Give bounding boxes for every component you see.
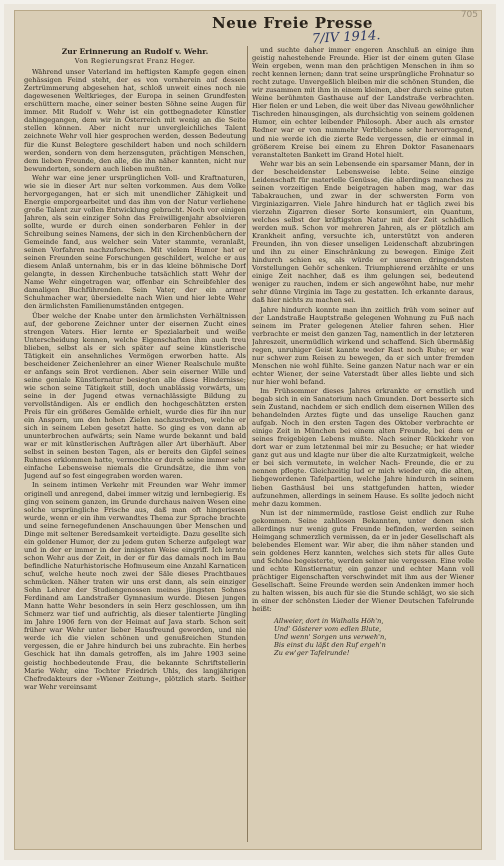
paragraph: Wehr war eine jener ursprünglichen Voll- und Kraftnaturen, wie sie in dieser Art nur selten vorkommen. Aus dem Volke hervorgegangen, hat er sich mit unendlicher Zähigkeit und Energie emporgearbeitet und das ihm von der Natur verliehene große Talent zur vollen Entwicklung gebracht. Noch vor einigen Jahren, als sein einziger Sohn das Freiwilligenjahr absolvieren sollte, wurde er durch einen sonderbaren Fehler in der Schreibung seines Namens, der sich in den Kirchenbüchern der Gemeinde fand, aus welcher sein Vater stammte, veranlaßt, seinen Vorfahren nachzuforschen. Mit vielem Humor hat er seinen Freunden seine Forschungen geschildert, welche er aus diesem Anlaß unternahm, bis er in das kleine böhmische Dorf gelangte, in dessen Kirchenbuche tatsächlich statt Wehr der Name Wehr eingetragen war, offenbar ein Schreibfehler des damaligen Buchführenden. Sein Vater, der ein armer Schuhmacher war, übersiedelte nach Wien und hier lebte Wehr den ärmlichsten Familienumständen entgegen.	[24, 173, 246, 311]
newspaper-title: Neue Freie Presse	[212, 14, 373, 32]
paragraph: und suchte daher immer engeren Anschluß an einige ihm geistig nahestehende Freunde. Hier ist der einem guten Glase Wein ergeben, wenn man den prächtigen Menschen in ihm so recht kennen lernen; dann trat seine ursprüngliche Frohnatur so recht zutage. Unvergeßlich bleiben mir die schönen Stunden, die wir zusammen mit ihm in einem kleinen, aber durch seine guten Weine berühmten Gasthause auf der Landstraße verbrachten. Hier fielen er und Leben, die weit über das Niveau gewöhnlicher Tischreden hinausgingen, als durchsichtig von seinem goldenen Humor, ein echter leibender Philosoph. Aber auch als ernster Redner war er von nummehr Verblichene sehr hervorragend, und nie werde ich die zierte Rede vergessen, die er einmal in größerem Kreise bei einem zu Ehren Doktor Fasanenaars veranstalteten Bankett im Grand Hotel hielt.	[252, 46, 474, 159]
article-headline: Zur Erinnerung an Rudolf v. Wehr.	[61, 47, 209, 56]
paragraph: Jahre hindurch konnte man ihn zeitlich früh vom seiner auf der Landstraße Hauptstraße gelegenen Wohnung zu Fuß nach seinem im Prater gelegenen Atelier fahren sehen. Hier verbrachte er meist den ganzen Tag, namentlich in der letzteren Jahreszeit, unermüdlich wirkend und schaffend. Sich übermäßig regen, unruhiger Geist kannte weder Rast noch Ruhe; er war nur schwer zum Reisen zu bewegen, da er sich unter fremden Menschen nie wohl fühlte. Seine ganzen Natur nach war er ein echter Wiener, der seine Vaterstadt über alles liebte und sich nur hier wohl befand.	[252, 305, 474, 386]
poem-line: Allweier, dort in Walhalls Höh'n,	[274, 617, 384, 626]
poem-line: Bis einst du läßt den Ruf ergeh'n	[274, 641, 386, 650]
paragraph: In seinem intimen Verkehr mit Freunden war Wehr immer originell und anregend, dabei immer witzig und lernbegierig. Es ging von seinem ganzen, im Grunde durchaus naiven Wesen eine solche ursprüngliche Frische aus, daß man oft hingerissen wurde, wenn er ein ihm verwandtes Thema zur Sprache brachte und seine fernegefundenen Anschauungen über Menschen und Dinge mit seltener Beredsamkeit verteidigte. Dazu gesellte sich ein goldener Humor, der zu jedem guten Scherze aufgelegt war und in der er immer in der innigsten Weise eingriff. Ich lernte schon Wehr aus der Zeit, in der er für das damals noch im Bau befindliche Naturhistorische Hofmuseum eine Anzahl Karnaticen schuf, welche heute noch zwei der Säle dieses Prachtbaues schmücken. Näher traten wir uns erst dann, als sein einziger Sohn Lehrer der Studiengenossen meines jüngsten Sohnes Ferdinand am Landstraßer Gymnasium wurde. Diesen jungen Mann hatte Wehr besonders in sein Herz geschlossen, um ihn Schmerz war tief und aufrichtig, als dieser talentierte Jüngling im Jahre 1906 fern von der Heimat auf Java starb. Schon seit früher war Wehr unter lieber Hausfreund geworden, und nie werde ich die vielen schönen und genußreichen Stunden vergessen, die er Jahre hindurch bei uns zubrachte. Ein herbes Geschick hat ihn damals getroffen, als im Jahre 1903 seine geistig hochbedeutende Frau, die bekannte Schriftstellerin Marie Wehr, eine Tochter Friedrich Uhls, des langjährigen Chefredakteurs der »Wiener Zeitung«, plötzlich starb. Seither war Wehr vereinsamt	[24, 481, 246, 691]
handwritten-date: 7/IV 1914.	[311, 28, 381, 47]
poem-line: Und wenn' Sorgen uns verweh'n,	[274, 633, 387, 642]
paragraph: Über welche der Knabe unter den ärmlichsten Verhältnissen auf, der geborene Zeichner unter der eisernen Zucht eines strengen Vaters. Hier lernte er Spezialarbeit und weiße Unterscheidung kennen, welche Eigenschaften ihm auch treu blieben, selbst als er sich später auf seine künstlerische Tätigkeit ein ansehnliches Vermögen erworben hatte. Als bescheidener Zeichenlehrer an einer Wiener Realschule mußte er anfangs sein Brot verdienen. Aber sein eiserner Wille und seine geniale Künstlernatur besiegten alle diese Hindernisse; wie schon seine Tätigkeit still, doch unablässig vorwärts, um seine in der Jugend etwas vernachlässigte Bildung zu vervollständigen. Als er endlich den hochgeschätzten ersten Preis für ein größeres Gemälde erhielt, wurde dies für ihn nur ein Ansporn, um den hohen Zielen nachzustreben, welche er sich in seinem Leben gesetzt hatte. So ging es von dann ab ununterbrochen aufwärts; sein Name wurde bekannt und bald war er mit künstlerischen Aufträgen aller Art überhäuft. Aber selbst in seinen besten Tagen, als er bereits den Gipfel seines Ruhmes erklommen hatte, vermochte er durch seine immer sehr einfache Lebensweise niemals die Grundsätze, die ihm von Jugend auf so fest eingegraben worden waren.	[24, 311, 246, 481]
paragraph: Wehr war bis an sein Lebensende ein sparsamer Mann, der in der bescheidenster Lebensweise lebte. Seine einzige Leidenschaft für materielle Genüsse, die allerdings manches zu seinen vorzeitigen Ende beigetragen haben mag, war das Tabakrauchen, und zwar in der schwersten Form von Virginiazigarren. Viele Jahre hindurch hat er täglich zwei bis vierzehn Zigarren dieser Sorte konsumiert, ein Quantum, welches selbst der kräftigsten Natur mit der Zeit schädlich werden muß. Schon vor mehreren Jahren, als er plötzlich am Krankheit anfing, versuchte ich, unterstützt von anderen Freunden, ihn von dieser unseligen Leidenschaft abzubringen und ihn zu einer Einschränkung zu bewegen. Einige Zeit hindurch schien es, als würde er unseren dringendsten Vorstellungen Gehör schenken. Triumphierend erzählte er uns einige Zeit nachher, daß es ihm gelungen sei, bedeutend weniger zu rauchen, indem er sich angewöhnt habe, nur mehr sehr dünne Virginia im Tage zu gestatten. Ich erkannte daraus, daß hier nichts zu machen sei.	[252, 159, 474, 305]
poem-line: Zu ew'ger Tafelrunde!	[274, 649, 350, 658]
masthead	[14, 10, 482, 47]
closing-poem	[274, 617, 474, 657]
paragraph: Nun ist der nimmermüde, rastlose Geist endlich zur Ruhe gekommen. Seine zahllosen Bekannten, unter denen sich allerdings nur wenig gute Freunde befinden, werden seinen Heimgang schmerzlich vermissen, da er in jeder Gesellschaft als belebendes Element war. Wir aber, die ihm näher standen und sein goldenes Herz kannten, welches sich stets für alles Gute und Schöne begeisterte, werden seiner nie vergessen. Eine volle und echte Künstlernatur, ein ganzer und echter Mann voll prächtiger Eigenschaften verschwindet mit ihm aus der Wiener Gesellschaft. Seine Freunde werden sein Andenken immer hoch zu halten wissen, bis auch für sie die Stunde schlägt, wo sie sich in einer der schönsten Lieder der Wiener Deutschen Tafelrunde heißt:	[252, 508, 474, 614]
scan-background	[4, 4, 496, 860]
column-divider	[247, 46, 248, 842]
paragraph: Während unser Vaterland im heftigsten Kampfe gegen einen gehässigen Feind steht, der es von vornherein auf dessen Zertrümmerung abgesehen hat, schloß unweit eines noch nie dagewesenen Weltkrieges, der Europa in seinen Grundfesten erschüttern mache, einer seiner besten Söhne seine Augen für immer. Mit Rudolf v. Wehr ist ein gottbegnadeter Künstler dahingegangen, dem wir in Österreich mit wenig an die Seite stellen können. Aber nicht nur unvergleichliches Talent zeichnete Wehr voll hier gesprochen werden, dessen Bedeutung für die Kunst Belegtere geschildert haben und noch schildern werden, sondern von dem herzensguten, prächtigen Menschen, dem lieben Freunde, den alle, die ihn näher kannten, nicht nur bewunderten, sondern auch lieben mußten.	[24, 68, 246, 173]
newspaper-clipping	[14, 10, 482, 850]
archive-stamp: 705	[460, 10, 478, 20]
article-byline: Von Regierungsrat Franz Heger.	[74, 57, 196, 66]
right-column	[252, 46, 474, 842]
poem-line: Und' Gösterer vom edlen Blute,	[274, 625, 382, 634]
left-column	[24, 46, 246, 842]
paragraph: Im Frühsommer dieses Jahres erkrankte er ernstlich und begab sich in ein Sanatorium nach Gmunden. Dort besserte sich sein Zustand, nachdem er sich endlich dem eisernen Willen des behandelnden Arztes fügte und das unselige Rauchen ganz aufgab. Noch in den ersten Tagen des Oktober verbrachte er einige Zeit in München bei einem alten Freunde, bei dem er seines freigebigen Lebens mußte. Nach seiner Rückkehr von dort war er zum letztenmal bei mir zu Besuche; er hat wieder ganz gut aus und klagte nur über die alte Kurzatmigkeit, welche er bei sich vermutete, in welcher Nach- Freunde, die er zu nennen pflegte. Gleichzeitig lud er mich wieder ein, die alten, liebgewordenen Tafelpartien, welche Jahre hindurch in seinem lieben Gasthäusl bei uns stattgefunden hatten, wieder aufzunehmen, allerdings in seinem Hause. Es sollte jedoch nicht mehr dazu kommen.	[252, 386, 474, 508]
